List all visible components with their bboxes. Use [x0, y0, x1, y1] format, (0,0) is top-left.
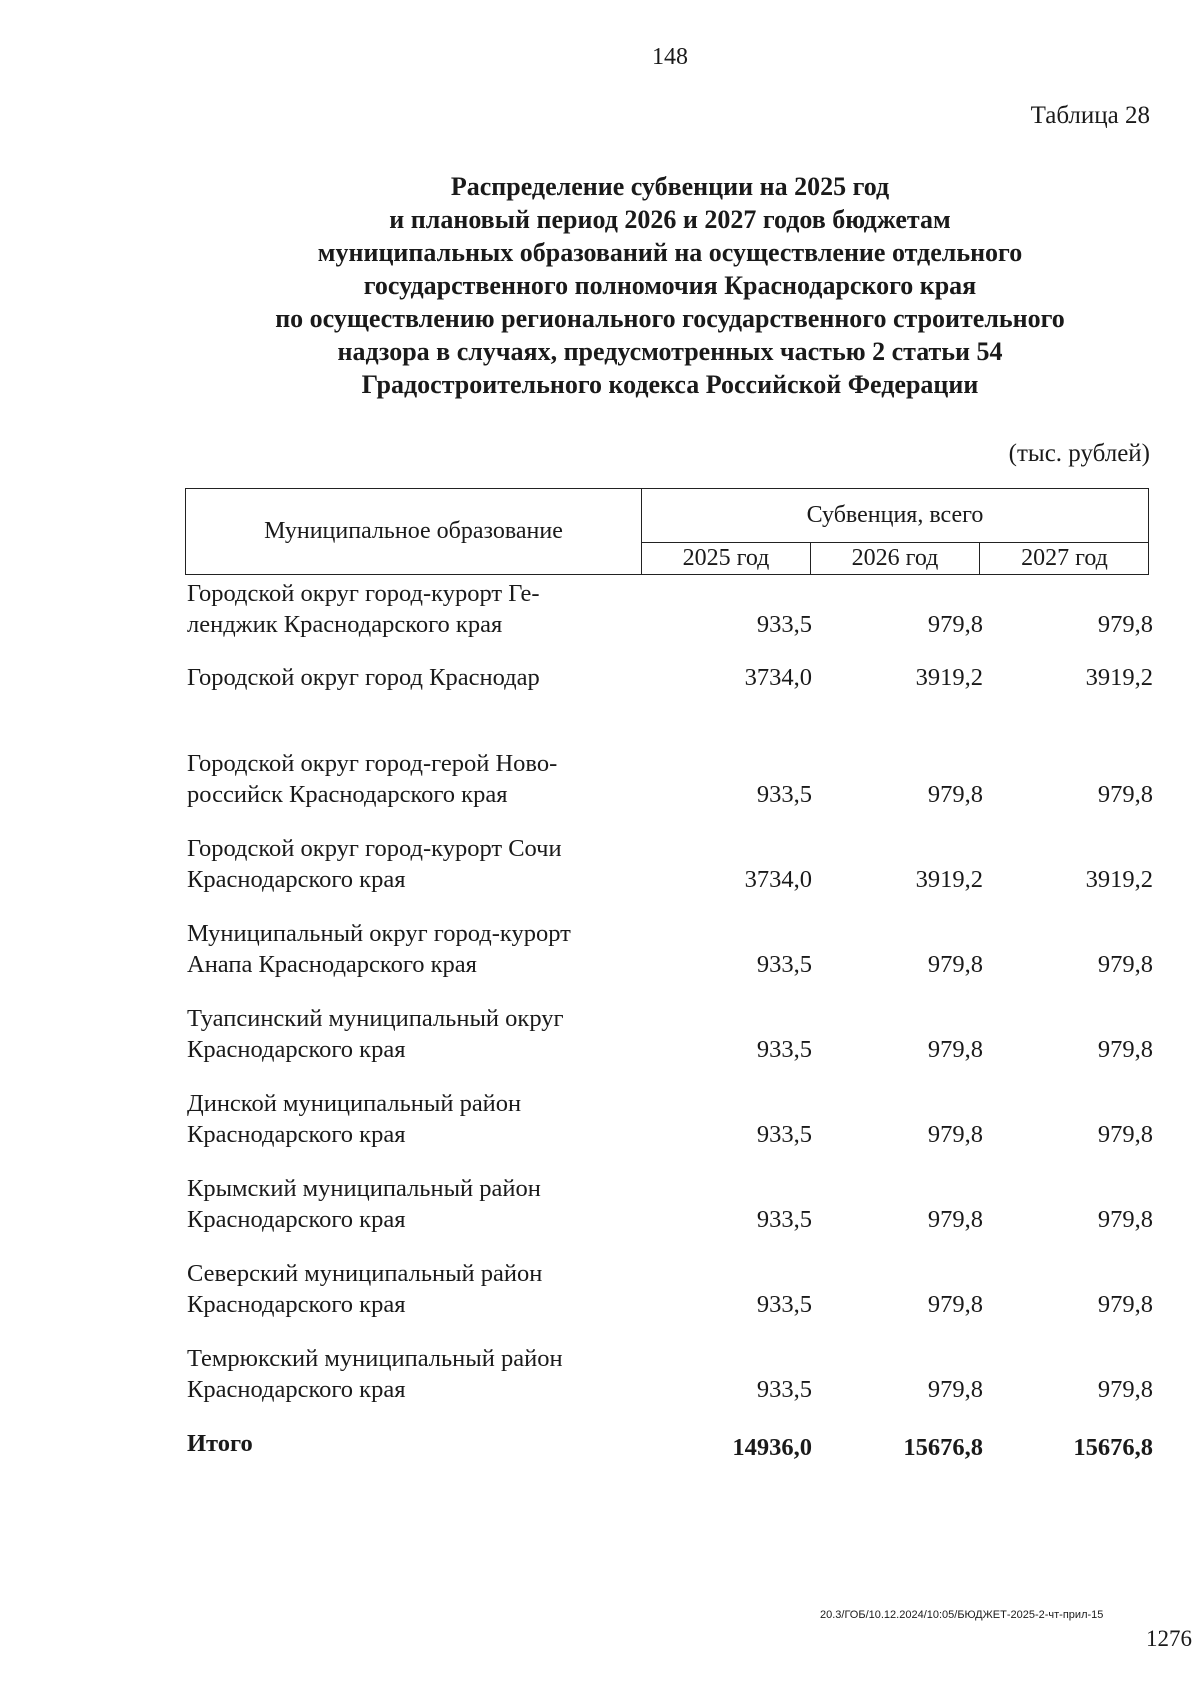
municipality-name	[187, 578, 647, 640]
header-year-2025: 2025 год	[642, 543, 811, 574]
table-header	[185, 488, 1149, 575]
municipality-name	[187, 1173, 647, 1235]
total-value-2026: 15676,8	[903, 1434, 983, 1461]
value-2027: 979,8	[1097, 1121, 1153, 1148]
municipality-name-line: Городской округ город-курорт Ге-	[187, 580, 540, 607]
value-2027: 3919,2	[1085, 866, 1153, 893]
value-2027: 979,8	[1097, 1036, 1153, 1063]
table-row	[0, 833, 1200, 917]
table-row	[0, 662, 1200, 746]
municipality-name-line: Городской округ город-герой Ново-	[187, 750, 558, 777]
municipality-name-line: Анапа Краснодарского края	[187, 951, 477, 978]
header-year-2026: 2026 год	[811, 543, 980, 574]
municipality-name-line: Крымский муниципальный район	[187, 1175, 541, 1202]
value-2027: 979,8	[1097, 951, 1153, 978]
municipality-name-line: Северский муниципальный район	[187, 1260, 543, 1287]
footer-page-number: 1276	[1146, 1626, 1192, 1651]
value-2025: 3734,0	[744, 866, 812, 893]
municipality-name-line: Краснодарского края	[187, 1121, 406, 1148]
title-line: Градостроительного кодекса Российской Федерации	[361, 370, 979, 399]
title-line: государственного полномочия Краснодарского края	[363, 271, 977, 300]
municipality-name-line: Темрюкский муниципальный район	[187, 1345, 563, 1372]
total-value-2027: 15676,8	[1073, 1434, 1153, 1461]
header-year-2027: 2027 год	[1021, 545, 1108, 571]
municipality-name-line: Муниципальный округ город-курорт	[187, 920, 571, 947]
total-label: Итого	[187, 1430, 253, 1457]
municipality-name-line: Туапсинский муниципальный округ	[187, 1005, 564, 1032]
value-2026: 979,8	[927, 1376, 983, 1403]
value-2025: 933,5	[756, 1206, 812, 1233]
table-row	[0, 1258, 1200, 1342]
municipality-name-line: Краснодарского края	[187, 866, 406, 893]
footer-document-code: 20.3/ГОБ/10.12.2024/10:05/БЮДЖЕТ-2025-2-чт-прил-15	[820, 1609, 1104, 1621]
title-line: надзора в случаях, предусмотренных частью 2 статьи 54	[337, 337, 1003, 366]
value-2026: 3919,2	[915, 664, 983, 691]
table-row	[0, 578, 1200, 662]
value-2027: 979,8	[1097, 611, 1153, 638]
municipality-name	[187, 833, 647, 895]
municipality-name-line: Динской муниципальный район	[187, 1090, 522, 1117]
header-subvention: Субвенция, всего	[642, 489, 1148, 543]
table-row	[0, 748, 1200, 832]
value-2026: 3919,2	[915, 866, 983, 893]
value-2025: 3734,0	[744, 664, 812, 691]
value-2025: 933,5	[756, 611, 812, 638]
value-2027: 3919,2	[1085, 664, 1153, 691]
value-2026: 979,8	[927, 951, 983, 978]
municipality-name-line: Краснодарского края	[187, 1206, 406, 1233]
document-title	[160, 170, 1180, 401]
municipality-name	[187, 748, 647, 810]
value-2025: 933,5	[756, 781, 812, 808]
municipality-name-line: Городской округ город-курорт Сочи	[187, 835, 562, 862]
municipality-name	[187, 662, 647, 693]
value-2026: 979,8	[927, 1291, 983, 1318]
value-2027: 979,8	[1097, 781, 1153, 808]
municipality-name	[187, 1003, 647, 1065]
table-row	[0, 918, 1200, 1002]
municipality-name-line: ленджик Краснодарского края	[187, 611, 503, 638]
value-2025: 933,5	[756, 951, 812, 978]
table-row	[0, 1343, 1200, 1427]
municipality-name-line: Городской округ город Краснодар	[187, 664, 540, 691]
total-value-2025: 14936,0	[732, 1434, 812, 1461]
municipality-name-line: Краснодарского края	[187, 1291, 406, 1318]
value-2026: 979,8	[927, 1036, 983, 1063]
value-2026: 979,8	[927, 1206, 983, 1233]
title-line: Распределение субвенции на 2025 год	[450, 172, 890, 201]
page-number: 148	[652, 44, 688, 70]
value-2027: 979,8	[1097, 1376, 1153, 1403]
table-label: Таблица 28	[1030, 102, 1150, 129]
municipality-name	[187, 1258, 647, 1320]
title-line: муниципальных образований на осуществление отдельного	[317, 238, 1023, 267]
municipality-name-line: российск Краснодарского края	[187, 781, 508, 808]
table-row	[0, 1173, 1200, 1257]
municipality-name-line: Краснодарского края	[187, 1036, 406, 1063]
municipality-name	[187, 1343, 647, 1405]
title-line: и плановый период 2026 и 2027 годов бюджетам	[389, 205, 951, 234]
value-2027: 979,8	[1097, 1206, 1153, 1233]
municipality-name	[187, 918, 647, 980]
value-2026: 979,8	[927, 781, 983, 808]
municipality-name	[187, 1088, 647, 1150]
municipality-name-line: Краснодарского края	[187, 1376, 406, 1403]
value-2025: 933,5	[756, 1376, 812, 1403]
value-2025: 933,5	[756, 1291, 812, 1318]
total-row	[0, 1428, 1200, 1512]
value-2025: 933,5	[756, 1121, 812, 1148]
value-2026: 979,8	[927, 611, 983, 638]
value-2027: 979,8	[1097, 1291, 1153, 1318]
table-row	[0, 1088, 1200, 1172]
table-row	[0, 1003, 1200, 1087]
title-line: по осуществлению регионального государственного строительного	[275, 304, 1065, 333]
header-municipality: Муниципальное образование	[186, 489, 642, 574]
value-2026: 979,8	[927, 1121, 983, 1148]
value-2025: 933,5	[756, 1036, 812, 1063]
units-label: (тыс. рублей)	[1008, 440, 1150, 467]
